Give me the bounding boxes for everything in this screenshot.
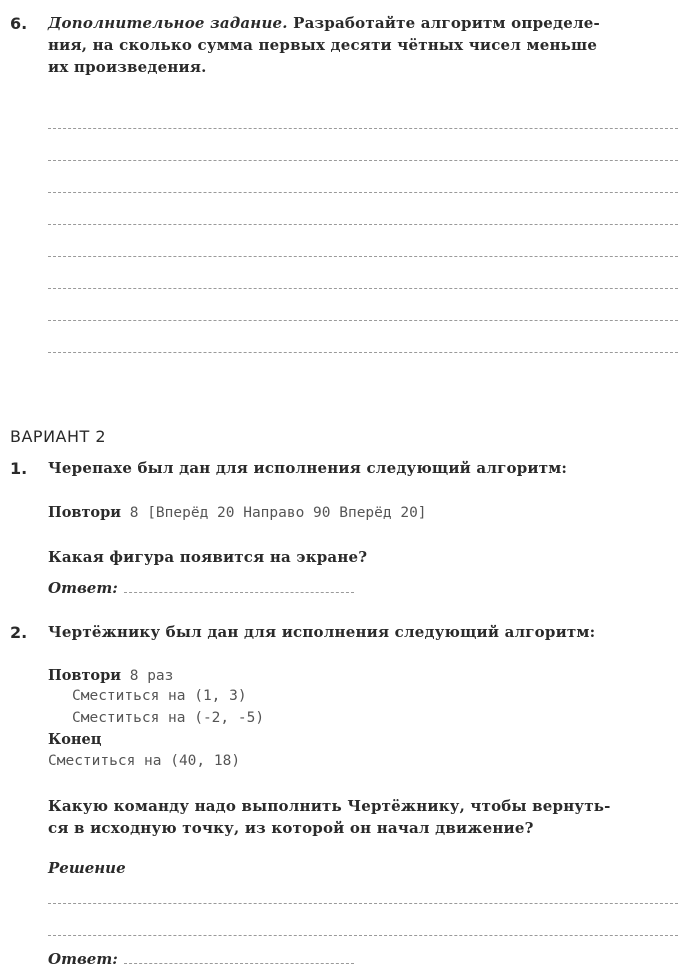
task-2-question-line-2: ся в исходную точку, из которой он начал движение? [48, 819, 534, 837]
answer-rule-2 [48, 160, 678, 161]
answer-rule-5 [48, 256, 678, 257]
task-6-text [48, 12, 688, 78]
task-6-text-1: Разработайте алгоритм определе- [287, 14, 600, 32]
task-2-number: 2. [10, 623, 28, 642]
task-1-answer [48, 579, 354, 597]
task-1-prompt: Черепахе был дан для исполнения следующий алгоритм: [48, 459, 568, 477]
solution-rule-2 [48, 935, 678, 936]
answer-rule-6 [48, 288, 678, 289]
task-2-code-line-2: Сместиться на (-2, -5) [72, 710, 265, 726]
task-2-answer-field[interactable] [124, 951, 354, 964]
task-1-answer-field[interactable] [124, 580, 354, 593]
answer-rule-3 [48, 192, 678, 193]
variant-heading: ВАРИАНТ 2 [10, 427, 107, 446]
task-2-repeat-rest: 8 раз [121, 668, 174, 684]
task-2-prompt: Чертёжнику был дан для исполнения следующий алгоритм: [48, 623, 596, 641]
task-2-answer-label: Ответ: [48, 950, 118, 968]
task-6-line-2: ния, на сколько сумма первых десяти чётных чисел меньше [48, 36, 598, 54]
task-1-code-rest: 8 [Вперёд 20 Направо 90 Вперёд 20] [121, 505, 427, 521]
task-1-question: Какая фигура появится на экране? [48, 548, 368, 566]
task-6-line-3: их произведения. [48, 58, 207, 76]
task-1-code [48, 503, 427, 521]
answer-rule-8 [48, 352, 678, 353]
task-2-solution-label: Решение [48, 859, 126, 877]
task-6-line-1 [48, 12, 688, 34]
solution-rule-1 [48, 903, 678, 904]
task-2-answer [48, 950, 354, 968]
task-2-repeat-keyword: Повтори [48, 667, 121, 684]
task-2-end-keyword: Конец [48, 731, 102, 748]
task-1-answer-label: Ответ: [48, 579, 118, 597]
task-1-number: 1. [10, 459, 28, 478]
task-2-question [48, 795, 688, 839]
task-1-code-keyword: Повтори [48, 504, 121, 521]
task-6-label: Дополнительное задание. [48, 14, 288, 32]
answer-rule-7 [48, 320, 678, 321]
task-2-code-line-1: Сместиться на (1, 3) [72, 688, 247, 704]
answer-rule-4 [48, 224, 678, 225]
task-2-code-repeat [48, 666, 173, 684]
task-6-number: 6. [10, 14, 28, 33]
task-2-code-line-3: Сместиться на (40, 18) [48, 753, 241, 769]
answer-rule-1 [48, 128, 678, 129]
task-2-question-line-1: Какую команду надо выполнить Чертёжнику, чтобы вернуть- [48, 797, 611, 815]
